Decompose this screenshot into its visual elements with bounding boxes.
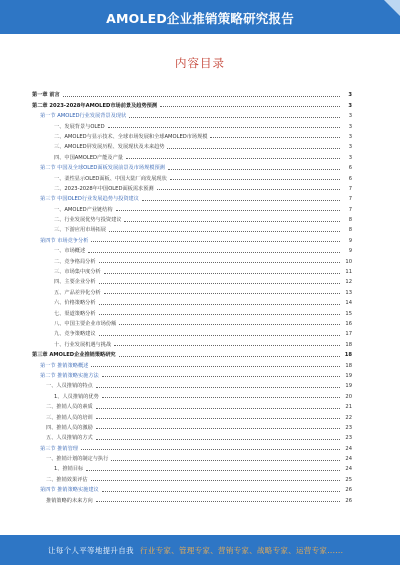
toc-entry[interactable] <box>32 358 352 368</box>
toc-entry[interactable] <box>32 369 352 379</box>
toc-entry-text[interactable]: 第二章 2023-2028年AMOLED市场前景及趋势预测 <box>32 102 158 109</box>
toc-entry[interactable] <box>32 462 352 472</box>
toc-page-number: 18 <box>344 352 352 359</box>
toc-entry[interactable] <box>32 410 352 420</box>
toc-entry-text[interactable]: 第四节 推销策略实施建议 <box>40 487 99 494</box>
toc-entry[interactable] <box>32 379 352 389</box>
toc-dot-leader <box>96 408 340 409</box>
toc-page-number: 11 <box>345 269 352 276</box>
toc-page-number: 6 <box>348 165 352 172</box>
toc-dot-leader <box>99 314 340 315</box>
toc-page-number: 7 <box>348 196 352 203</box>
toc-entry-text[interactable]: 四、主要企业分析 <box>54 279 96 286</box>
toc-dot-leader <box>91 366 340 367</box>
toc-entry-text[interactable]: 第一节 AMOLED行业发展背景及现状 <box>40 113 127 120</box>
toc-entry-text[interactable]: 第三节 中国OLED行业发展趋势与投资建议 <box>40 196 139 203</box>
toc-entry[interactable] <box>32 275 352 285</box>
toc-page-number: 20 <box>345 393 352 400</box>
toc-page-number: 24 <box>345 466 352 473</box>
toc-page-number: 24 <box>345 445 352 452</box>
toc-page-number: 3 <box>348 154 352 161</box>
toc-page-number: 3 <box>348 113 352 120</box>
toc-entry-text[interactable]: 第三章 AMOLED企业推销策略研究 <box>32 352 116 359</box>
toc-page-number: 26 <box>345 487 352 494</box>
toc-dot-leader <box>102 397 340 398</box>
toc-page-number: 18 <box>345 341 352 348</box>
toc-entry-text[interactable]: 1、推销目标 <box>54 466 84 473</box>
toc-page-number: 9 <box>348 237 352 244</box>
toc-page-number: 8 <box>348 227 352 234</box>
toc-entry-text[interactable]: 一、推销计划的制定与执行 <box>46 456 109 463</box>
toc-dot-leader <box>124 221 340 222</box>
footer-slogan: 让每个人平等地提升自我 <box>48 546 134 555</box>
toc-page-number: 24 <box>345 456 352 463</box>
toc-dot-leader <box>157 189 340 190</box>
toc-page-number: 3 <box>348 144 352 151</box>
toc-entry-text[interactable]: 三、推销人员的培训 <box>46 414 93 421</box>
toc-entry[interactable] <box>32 88 352 98</box>
toc-dot-leader <box>210 137 340 138</box>
toc-dot-leader <box>114 345 340 346</box>
toc-entry-text[interactable]: 九、竞争策略建议 <box>54 331 96 338</box>
toc-entry[interactable] <box>32 244 352 254</box>
toc-entry[interactable] <box>32 296 352 306</box>
toc-entry[interactable] <box>32 389 352 399</box>
toc-page-number: 9 <box>348 248 352 255</box>
toc-entry-text[interactable]: 一、发展背景与OLED <box>54 123 105 130</box>
toc-entry[interactable] <box>32 306 352 316</box>
toc-entry-text[interactable]: 第二节 中国及全球OLED面板发展前景及市场规模预测 <box>40 165 165 172</box>
toc-entry[interactable] <box>32 119 352 129</box>
toc-page-number: 3 <box>348 102 352 109</box>
toc-entry-text[interactable]: 一、人员推销的特点 <box>46 383 93 390</box>
toc-page-number: 6 <box>348 175 352 182</box>
toc-page-number: 14 <box>345 300 352 307</box>
toc-entry-text[interactable]: 第二节 推销策略实施方法 <box>40 372 99 379</box>
toc-entry[interactable] <box>32 150 352 160</box>
toc-dot-leader <box>91 480 340 481</box>
toc-entry-text[interactable]: 五、产品差异化分析 <box>54 289 101 296</box>
toc-page-number: 8 <box>348 217 352 224</box>
toc-entry[interactable] <box>32 483 352 493</box>
toc-entry-text[interactable]: 八、中国主要企业市场份额 <box>54 320 117 327</box>
toc-dot-leader <box>167 148 340 149</box>
toc-entry[interactable] <box>32 213 352 223</box>
toc-page-number: 3 <box>348 123 352 130</box>
report-header-bar <box>0 0 400 34</box>
toc-dot-leader <box>96 439 340 440</box>
toc-dot-leader <box>142 200 340 201</box>
toc-dot-leader <box>96 418 340 419</box>
toc-dot-leader <box>108 127 340 128</box>
toc-entry-text[interactable]: 推销策略的未来方向 <box>46 497 93 504</box>
toc-page-number: 10 <box>345 258 352 265</box>
toc-dot-leader <box>126 158 340 159</box>
toc-page-number: 13 <box>345 289 352 296</box>
toc-page-number: 19 <box>345 372 352 379</box>
toc-page-number: 21 <box>345 404 352 411</box>
toc-page-number: 3 <box>348 133 352 140</box>
report-title: AMOLED企业推销策略研究报告 <box>106 11 294 26</box>
toc-entry[interactable] <box>32 161 352 171</box>
toc-entry[interactable] <box>32 472 352 482</box>
toc-page-number: 22 <box>345 414 352 421</box>
toc-dot-leader <box>99 283 340 284</box>
toc-entry[interactable] <box>32 202 352 212</box>
toc-entry[interactable] <box>32 233 352 243</box>
toc-dot-leader <box>170 179 340 180</box>
toc-entry-text[interactable]: 二、推销效果评估 <box>46 476 88 483</box>
toc-dot-leader <box>111 460 340 461</box>
toc-page-number: 3 <box>348 92 352 99</box>
toc-dot-leader <box>99 262 340 263</box>
toc-entry-text[interactable]: 第一节 推销策略概述 <box>40 362 89 369</box>
toc-dot-leader <box>88 252 340 253</box>
toc-page-number: 7 <box>348 185 352 192</box>
toc-dot-leader <box>63 96 340 97</box>
toc-entry-text[interactable]: 第四节 市场竞争分析 <box>40 237 89 244</box>
toc-entry[interactable] <box>32 421 352 431</box>
toc-page-number: 26 <box>345 497 352 504</box>
toc-entry-text[interactable]: 一、柔性显示OLED面板、中国大陆厂商发展现状 <box>54 175 167 182</box>
toc-dot-leader <box>99 304 340 305</box>
toc-dot-leader <box>86 470 340 471</box>
toc-dot-leader <box>104 273 340 274</box>
toc-dot-leader <box>96 428 340 429</box>
toc-entry-text[interactable]: 第三节 推销管理 <box>40 445 78 452</box>
toc-page-number: 23 <box>345 435 352 442</box>
toc-dot-leader <box>81 449 340 450</box>
toc-entry[interactable] <box>32 109 352 119</box>
toc-entry[interactable] <box>32 452 352 462</box>
toc-entry-text[interactable]: 二、行业发展优势与投资建议 <box>54 217 122 224</box>
toc-dot-leader <box>102 491 340 492</box>
toc-entry[interactable] <box>32 223 352 233</box>
toc-entry[interactable] <box>32 130 352 140</box>
toc-entry-text[interactable]: 五、人员推销的方式 <box>46 435 93 442</box>
toc-page-number: 23 <box>345 424 352 431</box>
toc-entry-text[interactable]: 三、市场集中度分析 <box>54 269 101 276</box>
toc-entry[interactable] <box>32 348 352 358</box>
page-fold-corner <box>384 0 400 16</box>
footer-experts: 行业专家、管理专家、营销专家、战略专家、运营专家...... <box>140 546 344 555</box>
toc-entry[interactable] <box>32 493 352 503</box>
toc-dot-leader <box>109 231 340 232</box>
toc-dot-leader <box>91 241 340 242</box>
toc-entry-text[interactable]: 一、AMOLED产业链结构 <box>54 206 113 213</box>
toc-entry[interactable] <box>32 431 352 441</box>
toc-page-number: 18 <box>345 362 352 369</box>
toc-entry-text[interactable]: 七、渠道策略分析 <box>54 310 96 317</box>
toc-entry[interactable] <box>32 285 352 295</box>
toc-entry[interactable] <box>32 265 352 275</box>
toc-page-number: 16 <box>345 320 352 327</box>
toc-entry-text[interactable]: 二、推销人员的素质 <box>46 404 93 411</box>
toc-dot-leader <box>99 335 340 336</box>
toc-page-number: 19 <box>345 383 352 390</box>
toc-entry[interactable] <box>32 140 352 150</box>
toc-dot-leader <box>119 356 340 357</box>
toc-dot-leader <box>129 117 340 118</box>
toc-entry-text[interactable]: 1、人员推销的优势 <box>54 393 99 400</box>
toc-entry[interactable] <box>32 171 352 181</box>
toc-entry-text[interactable]: 四、中国AMOLED产能及产量 <box>54 154 123 161</box>
toc-dot-leader <box>160 106 340 107</box>
toc-page-number: 15 <box>345 310 352 317</box>
toc-entry[interactable] <box>32 337 352 347</box>
toc-dot-leader <box>168 169 340 170</box>
toc-entry-text[interactable]: 二、竞争格局分析 <box>54 258 96 265</box>
toc-entry-text[interactable]: 二、AMOLED与显示技术、全球市场发展和全球AMOLED市场规模 <box>54 133 208 140</box>
toc-entry-text[interactable]: 六、价格策略分析 <box>54 300 96 307</box>
toc-dot-leader <box>116 210 340 211</box>
toc-entry-text[interactable]: 二、2023-2028年中国OLED面板需求预测 <box>54 185 154 192</box>
toc-page-number: 7 <box>348 206 352 213</box>
toc-entry[interactable] <box>32 192 352 202</box>
toc-page-number: 12 <box>345 279 352 286</box>
toc-entry-text[interactable]: 一、市场概述 <box>54 248 86 255</box>
toc-page-number: 25 <box>345 476 352 483</box>
toc-entry[interactable] <box>32 317 352 327</box>
toc-entry[interactable] <box>32 98 352 108</box>
toc-entry-text[interactable]: 第一章 前言 <box>32 92 60 99</box>
toc-title: 内容目录 <box>175 56 225 70</box>
toc-dot-leader <box>96 387 340 388</box>
toc-entry-text[interactable]: 三、下游应用市场拓展 <box>54 227 106 234</box>
toc-entry-text[interactable]: 四、推销人员的激励 <box>46 424 93 431</box>
toc-page-number: 17 <box>345 331 352 338</box>
toc-dot-leader <box>104 293 340 294</box>
toc-dot-leader <box>119 324 340 325</box>
toc-entry[interactable] <box>32 327 352 337</box>
toc-entry-text[interactable]: 十、行业发展机遇与挑战 <box>54 341 112 348</box>
toc-dot-leader <box>96 501 340 502</box>
toc-dot-leader <box>102 376 340 377</box>
footer-bar <box>0 535 400 565</box>
toc-entry-text[interactable]: 三、AMOLED屏发展历程、发展现状及未来趋势 <box>54 144 165 151</box>
toc-entry[interactable] <box>32 182 352 192</box>
toc-entry[interactable] <box>32 441 352 451</box>
table-of-contents <box>32 88 352 504</box>
toc-entry[interactable] <box>32 400 352 410</box>
toc-entry[interactable] <box>32 254 352 264</box>
